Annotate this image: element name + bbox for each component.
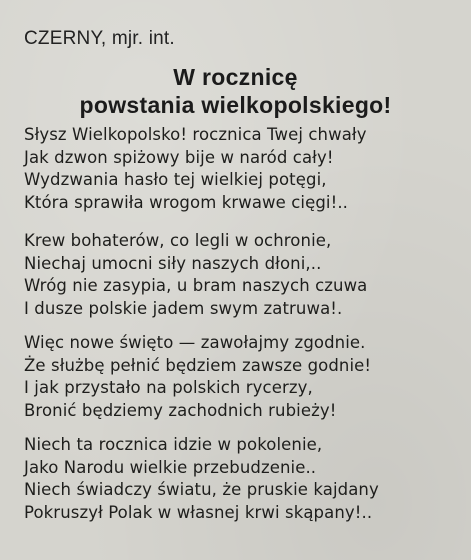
author-byline: CZERNY, mjr. int.	[24, 28, 175, 49]
poem-line: Pokruszył Polak w własnej krwi skąpany!..	[24, 502, 373, 522]
poem-line: Bronić będziemy zachodnich rubieży!	[24, 400, 337, 420]
poem-line: Wróg nie zasypia, u bram naszych czuwa	[24, 276, 368, 295]
poem-stanza-1	[24, 124, 367, 214]
poem-line: I dusze polskie jadem swym zatruwa!.	[24, 298, 343, 318]
poem-line: Więc nowe święto — zawołajmy zgodnie.	[24, 333, 366, 352]
poem-title-line-2: powstania wielkopolskiego!	[79, 92, 392, 118]
poem-line: Która sprawiła wrogom krwawe cięgi!..	[24, 192, 349, 212]
poem-line: Że służbę pełnić będziem zawsze godnie!	[24, 355, 372, 375]
poem-line: Niech ta rocznica idzie w pokolenie,	[24, 435, 323, 454]
poem-stanza-2	[24, 230, 367, 320]
poem-line: Niechaj umocni siły naszych dłoni,..	[24, 253, 322, 273]
poem-line: Jak dzwon spiżowy bije w naród cały!	[24, 147, 334, 167]
poem-line: Jako Narodu wielkie przebudzenie..	[24, 457, 317, 477]
poem-line: Wydzwania hasło tej wielkiej potęgi,	[24, 170, 327, 189]
poem-line: Niech świadczy światu, że pruskie kajdany	[24, 480, 379, 499]
poem-stanza-4	[24, 434, 379, 524]
poem-stanza-3	[24, 332, 371, 422]
poem-line: Słysz Wielkopolsko! rocznica Twej chwały	[24, 125, 367, 144]
poem-title-line-1: W rocznicę	[173, 64, 298, 90]
poem-line: I jak przystało na polskich rycerzy,	[24, 378, 313, 397]
poem-line: Krew bohaterów, co legli w ochronie,	[24, 231, 332, 250]
